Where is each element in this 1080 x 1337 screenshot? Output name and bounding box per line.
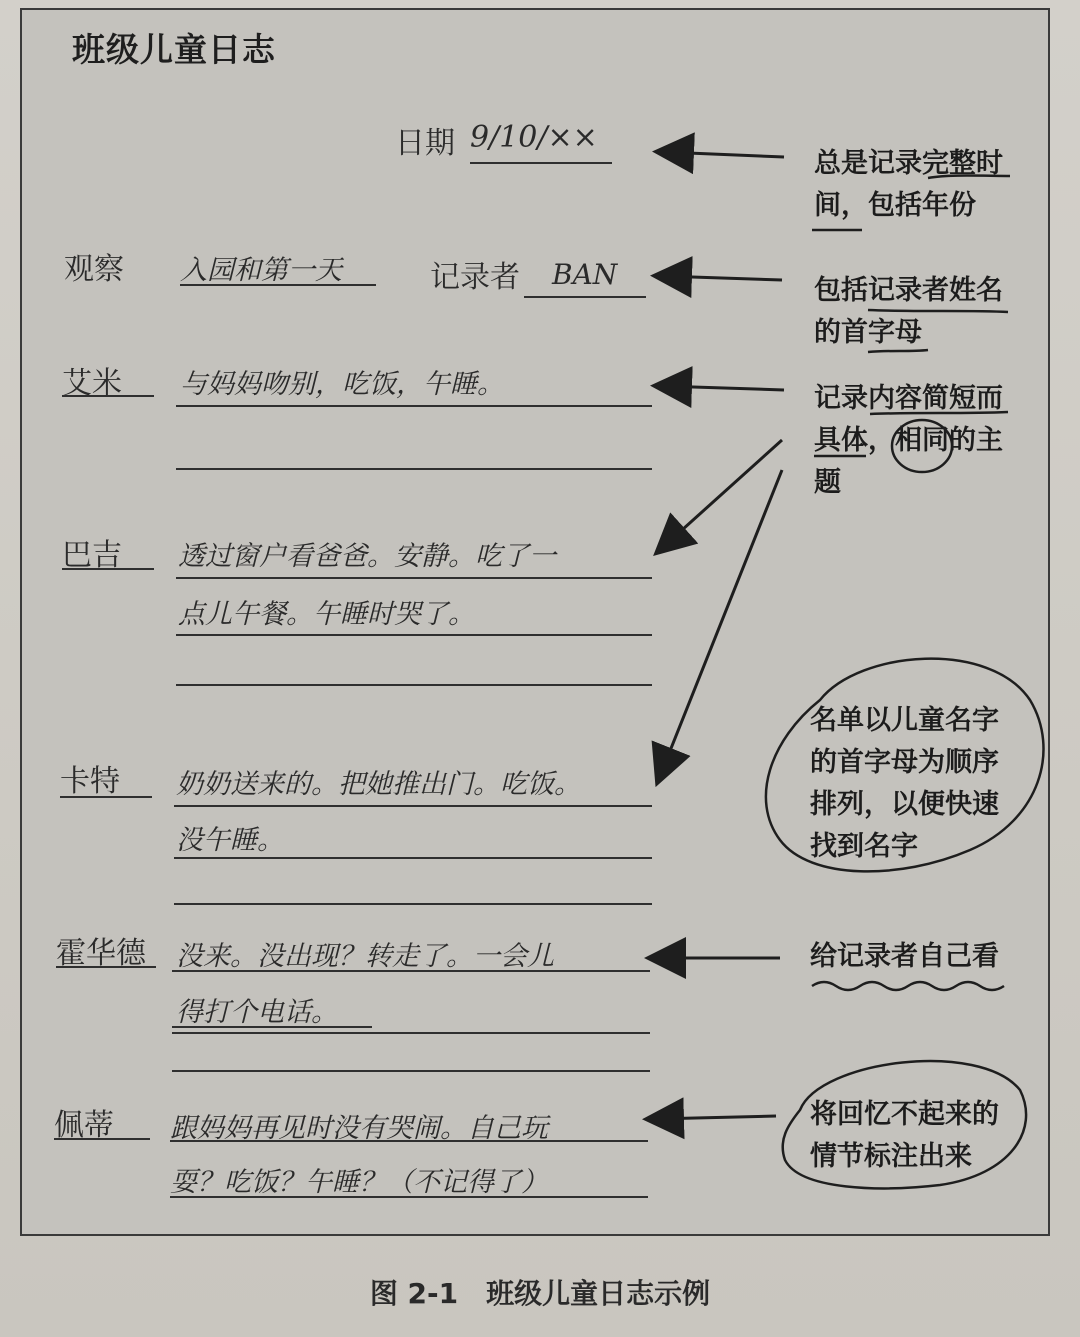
child-note-line: 与妈妈吻别，吃饭，午睡。	[180, 369, 504, 400]
child-note-line: 点儿午餐。午睡时哭了。	[178, 599, 475, 630]
annotation-line: 题	[814, 467, 841, 498]
annotation-line: 具体，相同的主	[814, 425, 1003, 456]
figure-caption	[0, 1272, 1080, 1312]
child-name: 卡特	[60, 764, 120, 799]
annotation-line: 间，包括年份	[814, 190, 976, 221]
child-note-line: 没来。没出现？转走了。一会儿	[176, 941, 554, 972]
child-note-line: 耍？吃饭？午睡？（不记得了）	[170, 1167, 548, 1198]
child-name: 艾米	[62, 366, 122, 401]
annotation-line: 包括记录者姓名	[814, 275, 1003, 306]
child-name: 巴吉	[62, 538, 122, 573]
figure-caption-text: 班级儿童日志示例	[486, 1277, 711, 1310]
circle-forgotten	[783, 1061, 1026, 1188]
child-name: 佩蒂	[54, 1108, 114, 1143]
annotation-line: 名单以儿童名字	[810, 705, 999, 736]
observation-value: 入园和第一天	[180, 255, 342, 286]
recorder-label: 记录者	[430, 260, 520, 295]
annotation-line: 找到名字	[810, 831, 918, 862]
child-name: 霍华德	[56, 936, 146, 971]
form-title: 班级儿童日志	[72, 30, 276, 69]
arrow-to-recorder	[662, 276, 782, 280]
annotation-line: 将回忆不起来的	[810, 1099, 999, 1130]
annotation-line: 给记录者自己看	[810, 941, 999, 972]
arrow-to-entry-2	[662, 440, 782, 548]
circle-alphabetical	[766, 659, 1044, 872]
annotation-line: 的首字母为顺序	[810, 747, 999, 778]
annotation-line: 的首字母	[814, 317, 922, 348]
child-note-line: 奶奶送来的。把她推出门。吃饭。	[176, 769, 581, 800]
date-value: 9/10/××	[470, 120, 598, 155]
underline-annotation-1	[928, 176, 1010, 179]
annotation-line: 排列，以便快速	[810, 789, 999, 820]
child-note-line: 得打个电话。	[176, 997, 338, 1028]
arrow-to-entry-1	[662, 386, 784, 390]
arrow-to-date	[664, 152, 784, 157]
wavy-underline-recorder	[812, 982, 1004, 990]
underline-annotation-2	[868, 310, 1008, 312]
observation-label: 观察	[64, 252, 124, 287]
annotation-line: 总是记录完整时	[814, 148, 1003, 179]
child-note-line: 跟妈妈再见时没有哭闹。自己玩	[170, 1113, 548, 1144]
underline-annotation-3	[870, 412, 1008, 414]
annotation-line: 情节标注出来	[810, 1141, 972, 1172]
child-note-line: 透过窗户看爸爸。安静。吃了一	[178, 541, 556, 572]
recorder-value: BAN	[552, 258, 618, 291]
arrow-to-entry-5	[654, 1116, 776, 1119]
figure-number: 图 2-1	[369, 1277, 459, 1310]
child-note-line: 没午睡。	[176, 825, 284, 856]
circle-same-topic	[892, 420, 952, 472]
arrow-to-entry-3	[660, 470, 782, 776]
underline-annotation-2b	[868, 350, 928, 352]
date-label: 日期	[395, 126, 455, 161]
annotation-line: 记录内容简短而	[814, 383, 1003, 414]
